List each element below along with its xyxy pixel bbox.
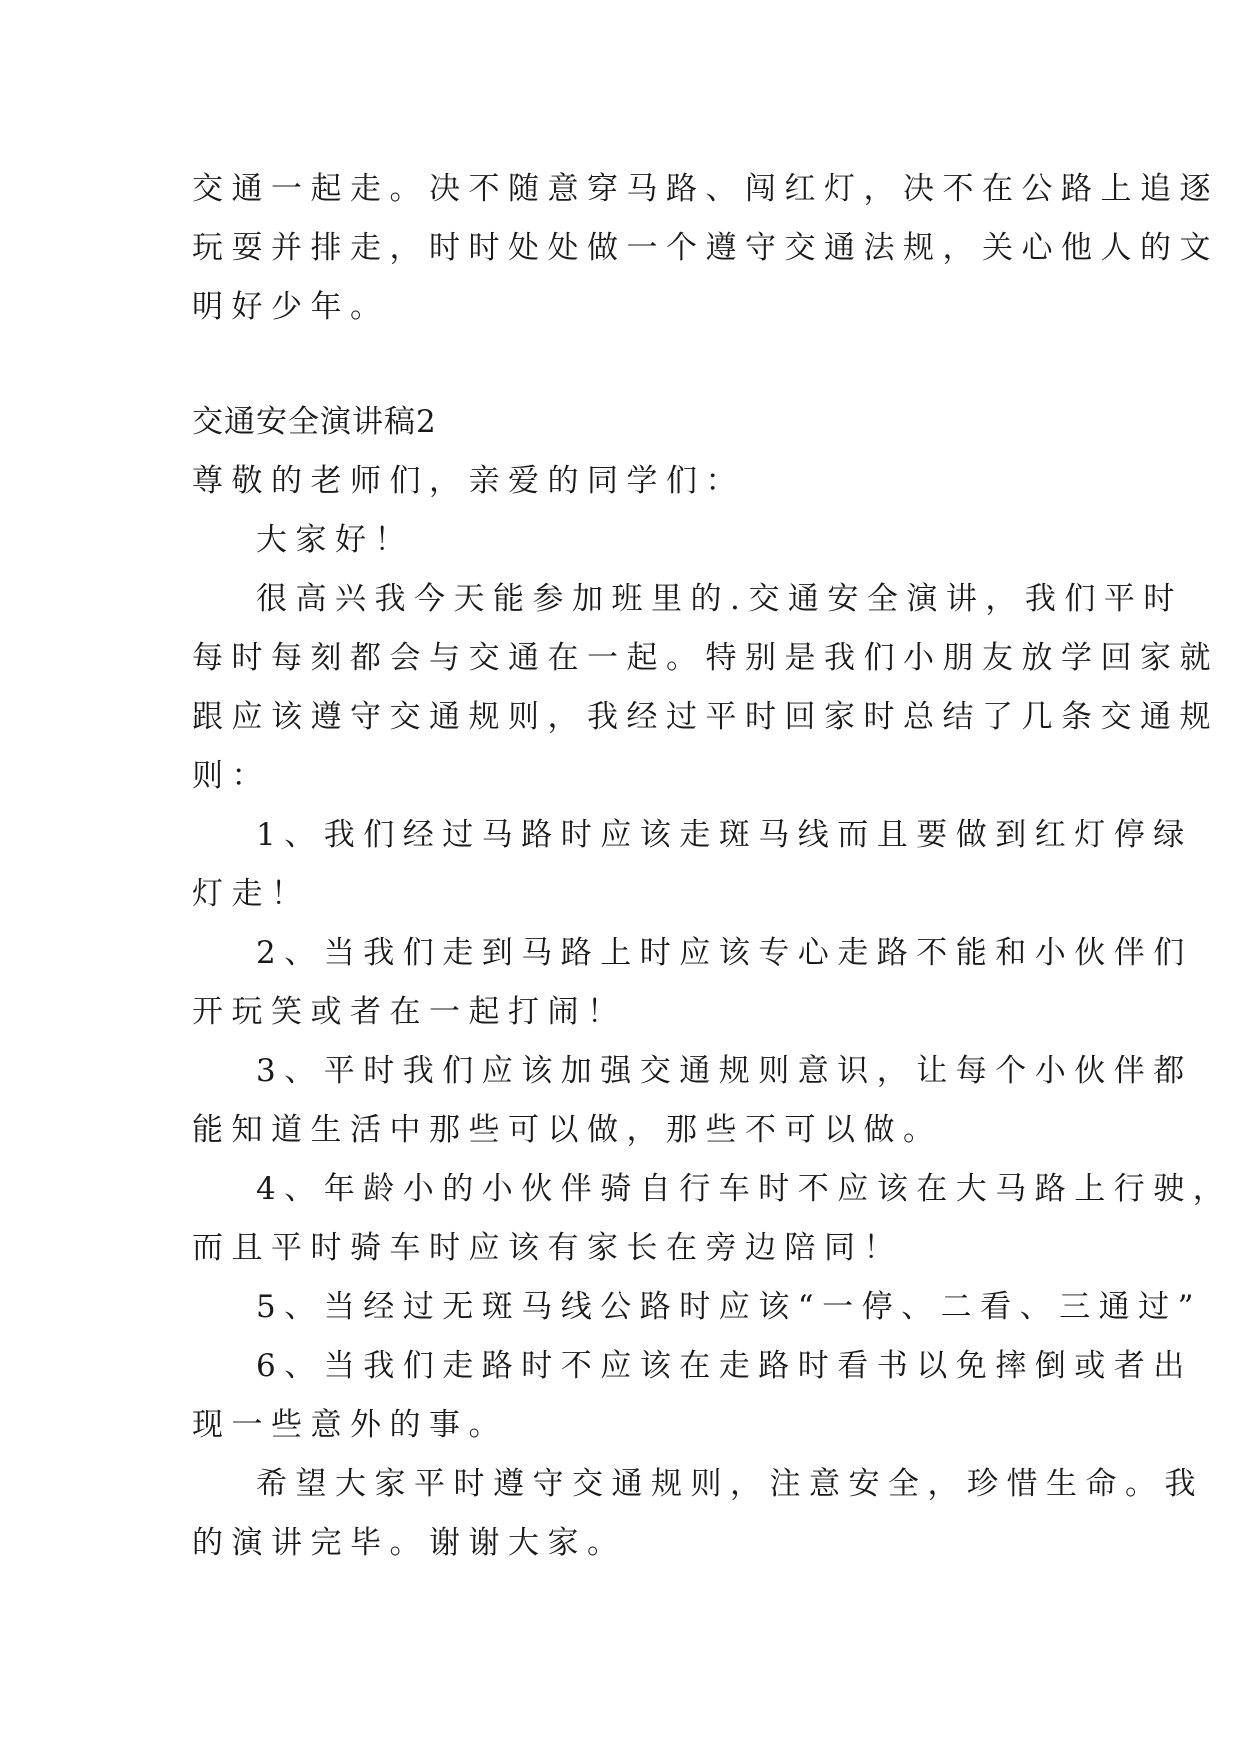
rule-item	[192, 806, 1193, 924]
greeting: 大家好！	[256, 522, 414, 558]
rule-line: 现一些意外的事。	[192, 1407, 508, 1443]
rule-item	[192, 924, 1193, 1042]
rule-line: 能知道生活中那些可以做，那些不可以做。	[192, 1112, 943, 1148]
paragraph-line: 交通一起走。决不随意穿马路、闯红灯，决不在公路上追逐	[192, 171, 1219, 207]
paragraph-line: 的演讲完毕。谢谢大家。	[192, 1525, 627, 1561]
rule-line: 3、平时我们应该加强交通规则意识，让每个小伙伴都	[256, 1053, 1193, 1089]
section-title: 交通安全演讲稿2	[192, 404, 437, 440]
rule-item	[192, 1278, 1202, 1337]
section-spacer	[192, 337, 1052, 393]
paragraph-line: 跟应该遵守交通规则，我经过平时回家时总结了几条交通规	[192, 699, 1219, 735]
rule-line: 而且平时骑车时应该有家长在旁边陪同！	[192, 1230, 903, 1266]
paragraph-line: 很高兴我今天能参加班里的.交通安全演讲，我们平时	[256, 581, 1183, 617]
paragraph-line: 则：	[192, 758, 271, 794]
paragraph-line: 明好少年。	[192, 289, 390, 325]
document-body	[192, 160, 1233, 1573]
rule-line: 5、当经过无斑马线公路时应该“一停、二看、三通过”	[256, 1289, 1202, 1325]
paragraph-line: 玩耍并排走，时时处处做一个遵守交通法规，关心他人的文	[192, 230, 1219, 266]
closing-paragraph	[192, 1455, 1204, 1573]
paragraph-line: 希望大家平时遵守交通规则，注意安全，珍惜生命。我	[256, 1466, 1204, 1502]
rules-list	[192, 806, 1233, 1455]
rule-item	[192, 1160, 1233, 1278]
rule-item	[192, 1337, 1193, 1455]
opening-paragraph	[192, 570, 1219, 806]
rule-line: 开玩笑或者在一起打闹！	[192, 994, 627, 1030]
paragraph-line: 每时每刻都会与交通在一起。特别是我们小朋友放学回家就	[192, 640, 1219, 676]
rule-line: 灯走！	[192, 876, 311, 912]
rule-line: 2、当我们走到马路上时应该专心走路不能和小伙伴们	[256, 935, 1193, 971]
rule-line: 1、我们经过马路时应该走斑马线而且要做到红灯停绿	[256, 817, 1193, 853]
rule-line: 6、当我们走路时不应该在走路时看书以免摔倒或者出	[256, 1348, 1193, 1384]
rule-line: 4、年龄小的小伙伴骑自行车时不应该在大马路上行驶，	[256, 1171, 1233, 1207]
rule-item	[192, 1042, 1193, 1160]
intro-paragraph	[192, 160, 1219, 337]
salutation: 尊敬的老师们，亲爱的同学们：	[192, 463, 745, 499]
